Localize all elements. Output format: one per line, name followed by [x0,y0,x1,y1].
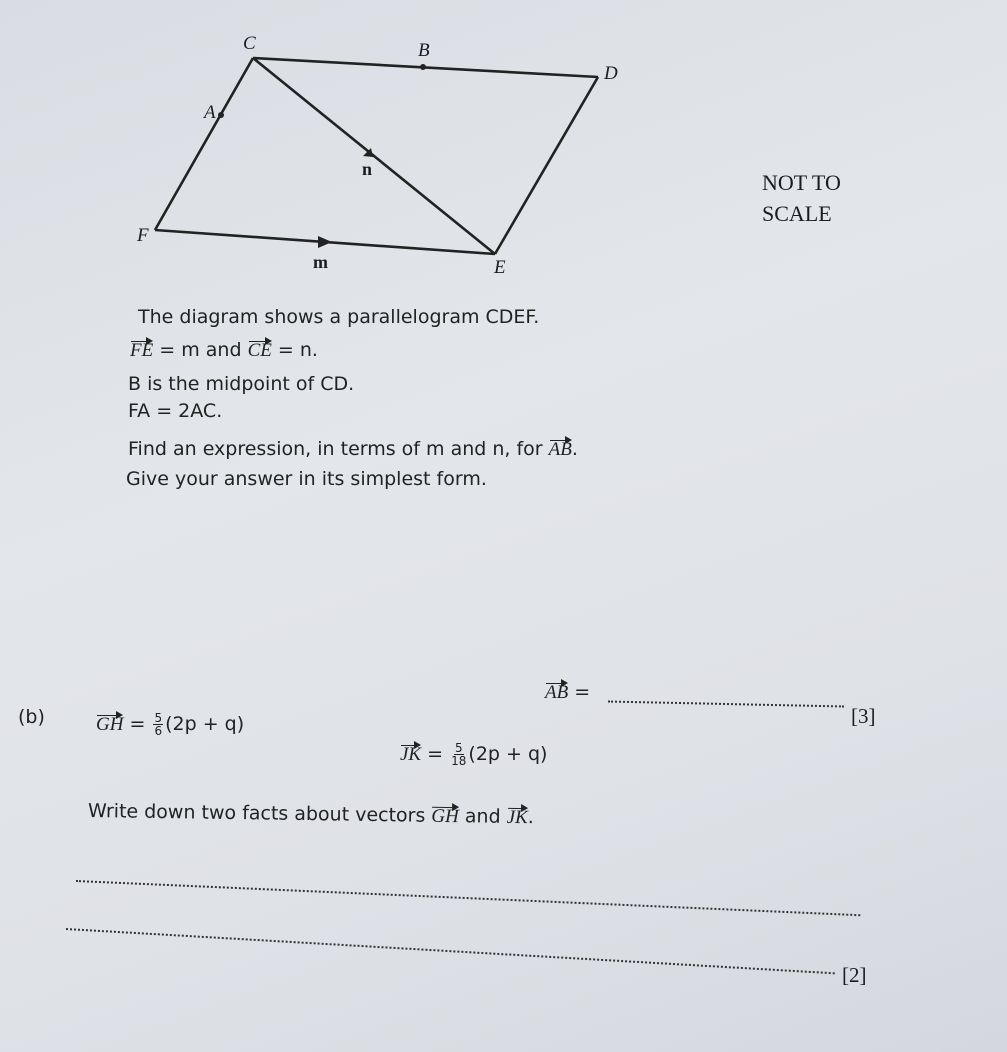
side-cf [155,58,253,230]
note-line-1: NOT TO [762,170,841,195]
question-text: Find an expression, in terms of m and n, for [128,438,543,460]
marks-b: [2] [842,963,867,987]
label-f: F [137,225,149,246]
answer-equals: = [574,681,591,703]
question-period: . [571,438,578,460]
question-line-2: Give your answer in its simplest form. [126,468,487,490]
question-and: and [464,805,501,828]
label-m: m [313,252,328,272]
question-line-1 [128,438,578,461]
answer-line-a[interactable] [608,701,844,708]
parallelogram-diagram [0,0,700,290]
jk-expression: (2p + q) [468,743,548,765]
vector-jk-definition [400,742,547,767]
label-a: A [204,102,216,123]
gh-equals: = [129,713,146,735]
jk-equals: = [427,743,444,765]
question-vector-jk: JK [506,806,528,829]
question-vector-gh: GH [431,805,459,828]
marks-a: [3] [851,704,876,728]
answer-label [545,681,590,704]
jk-denominator: 18 [451,754,467,768]
label-b: B [418,40,430,61]
question-end: . [527,806,534,829]
answer-line-b2[interactable] [66,928,835,974]
jk-numerator: 5 [454,741,463,755]
part-b-question-text: Write down two facts about vectors [87,800,426,827]
vector-jk: JK [400,744,422,765]
statement-line-3: B is the midpoint of CD. [128,373,355,395]
label-c: C [243,33,256,54]
point-b [420,64,426,70]
arrow-m-icon [318,236,332,248]
label-d: D [604,63,618,84]
gh-denominator: 6 [154,724,163,738]
label-n: n [362,159,373,179]
vector-gh: GH [96,714,124,735]
jk-fraction [451,742,466,767]
ce-equals: = n. [277,339,318,361]
not-to-scale-note [762,167,841,229]
part-b-question [88,800,534,829]
note-line-2: SCALE [762,201,832,226]
side-de [495,77,598,254]
vector-ce: CE [247,340,272,361]
fe-equals: = m and [159,339,242,361]
vector-ab: AB [548,439,572,460]
vector-fe: FE [130,340,154,361]
gh-fraction [153,712,163,737]
diagonal-ce [253,58,495,254]
statement-line-4: FA = 2AC. [128,400,223,422]
gh-numerator: 5 [154,711,163,725]
point-a [218,112,224,118]
statement-line-1: The diagram shows a parallelogram CDEF. [138,306,540,328]
vector-gh-definition [96,712,244,737]
statement-line-2 [130,339,318,362]
label-e: E [494,257,506,278]
gh-expression: (2p + q) [165,713,245,735]
answer-line-b1[interactable] [76,880,860,916]
part-b-label: (b) [18,706,45,728]
answer-vector-ab: AB [545,682,569,703]
